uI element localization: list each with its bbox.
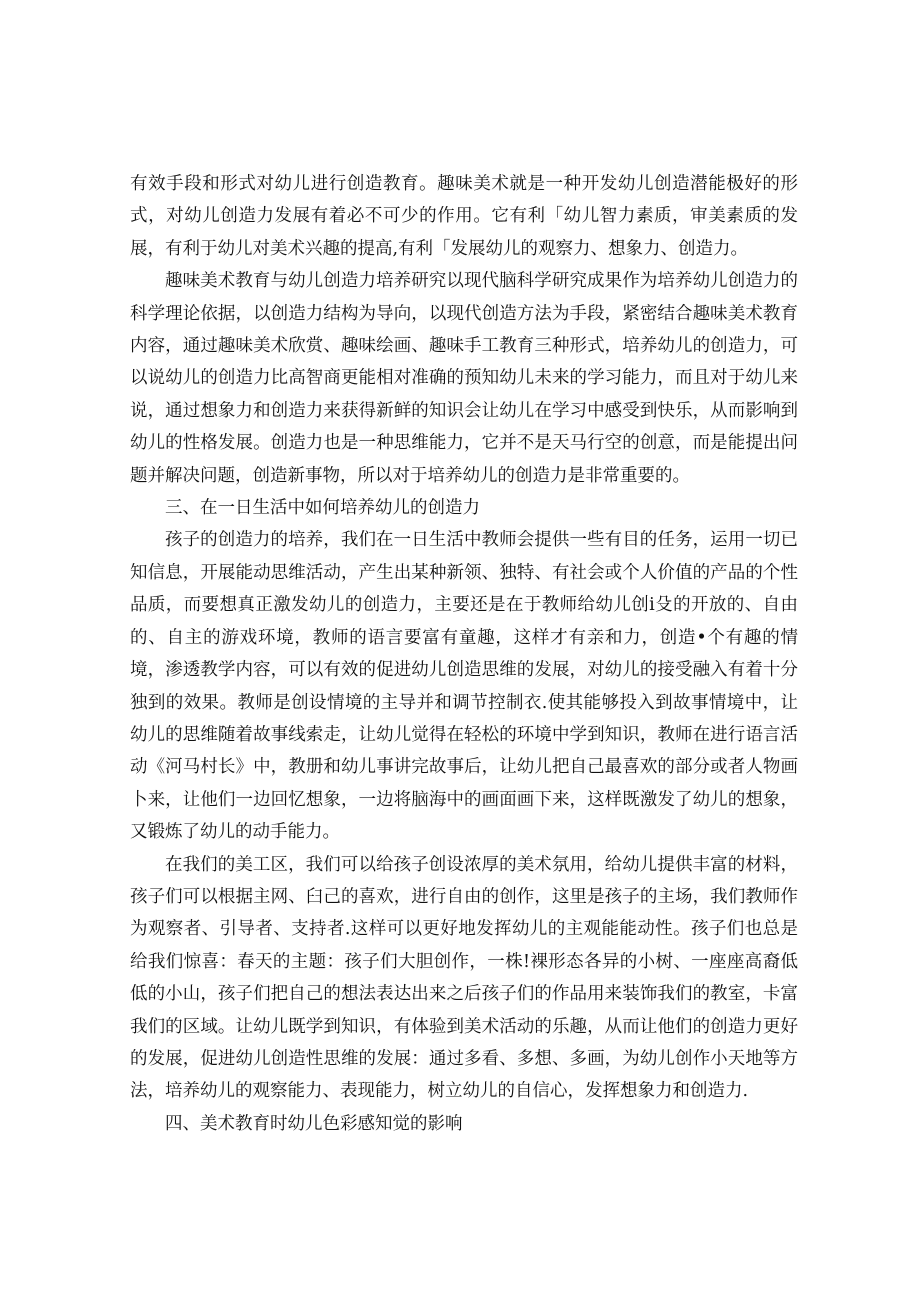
section-heading-4: 四、美术教育时幼儿色彩感知觉的影响 bbox=[165, 1113, 463, 1134]
paragraph-creativity-research: 趣味美术教育与幼儿创造力培养研究以现代脑科学研究成果作为培养幼儿创造力的科学理论依据，以创造力结构为导向，以现代创造方法为手段，紧密结合趣味美术教育内容，通过趣味美术欣赏、趣味绘画、趣味手工教育三种形式，培养幼儿的创造力，可以说幼儿的创造力比高智商更能相对准确的预知幼儿未来的学习能力，而且对于幼儿来说，通过想象力和创造力来获得新鲜的知识会让幼儿在学习中感受到快乐，从而影响到幼儿的性格发展。创造力也是一种思维能力，它并不是天马行空的创意，而是能提出问题并解决问题，创造新事物，所以对于培养幼儿的创造力是非常重要的。 bbox=[130, 271, 798, 486]
paragraph-daily-life-creativity: 孩子的创造力的培养，我们在一日生活中教师会提供一些有目的任务，运用一切已知信息，开展能动思维活动，产生出某种新领、独特、有社会或个人价值的产品的个性品质，而要想真正激发幼儿的创造力，主要还是在于教师给幼儿创i殳的开放的、自由的、自主的游戏环境，教师的语言要富有童趣，这样才有亲和力，创造•个有趣的情境，渗透教学内容，可以有效的促进幼儿创造思维的发展，对幼儿的接受融入有着十分独到的效果。教师是创设情境的主导并和调节控制衣.使其能够投入到故事情境中，让幼儿的思维随着故事线索走，让幼儿觉得在轻松的环境中学到知识，教师在进行语言活动《河马村长》中，教册和幼儿事讲完故事后，让幼儿把自己最喜欢的部分或者人物画卜来，让他们一边回忆想象，一边将脑海中的画面画下来，这样既激发了幼儿的想象，又锻炼了幼儿的动手能力。 bbox=[130, 530, 798, 843]
document-body bbox=[130, 168, 798, 1140]
paragraph-art-corner: 在我们的美工区，我们可以给孩子创设浓厚的美术氛用，给幼儿提供丰富的材料，孩子们可以根据主网、臼己的喜欢，进行自由的创作，这里是孩子的主场，我们教师作为观察者、引导者、支持者.这样可以更好地发挥幼儿的主观能能动性。孩子们也总是给我们惊喜：春天的主题：孩子们大胆创作，一株!裸形态各异的小树、一座座高裔低低的小山，孩子们把自己的想法表达出来之后孩子们的作品用来装饰我们的教室，卡富我们的区域。让幼儿既学到知识，有体验到美术活动的乐趣，从而让他们的创造力更好的发展，促进幼儿创造性思维的发展：通过多看、多想、多画，为幼儿创作小天地等方法，培养幼儿的观察能力、表现能力，树立幼儿的自信心，发挥想象力和创造力. bbox=[130, 854, 798, 1102]
section-heading-3: 三、在一日生活中如何培养幼儿的创造力 bbox=[165, 498, 480, 519]
paragraph-continuation: 有效手段和形式对幼儿进行创造教育。趣味美术就是一种开发幼儿创造潜能极好的形式，对幼儿创造力发展有着必不可少的作用。它有利「幼儿智力素质，审美素质的发展，有利于幼儿对美术兴趣的提高,有利「发展幼儿的观察力、想象力、创造力。 bbox=[130, 174, 798, 259]
